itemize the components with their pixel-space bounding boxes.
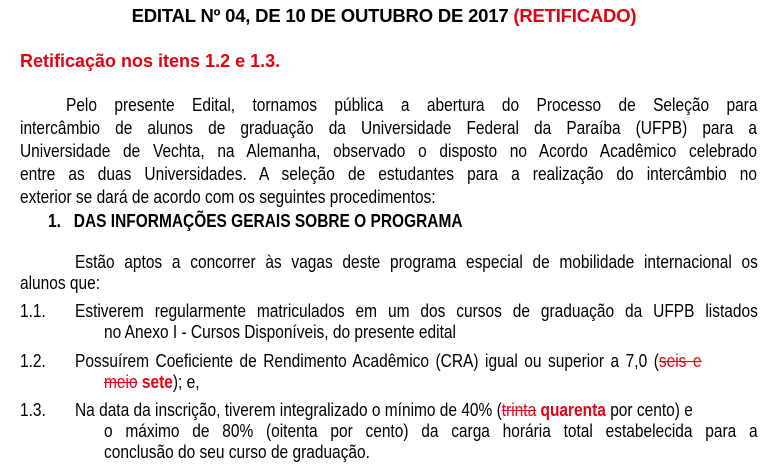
item-line xyxy=(75,399,693,421)
item-line: no Anexo I - Cursos Disponíveis, do presente edital xyxy=(104,322,456,342)
item-line xyxy=(104,371,200,393)
intro-line: intercâmbio de alunos de graduação da Universidade Federal da Paraíba (UFPB) para a xyxy=(20,118,758,138)
item-text: Possuírem Coeficiente de Rendimento Acadêmico (CRA) igual ou superior a 7,0 ( xyxy=(75,351,659,371)
item-number: 1.2. xyxy=(20,351,46,371)
amended-text: quarenta xyxy=(540,400,606,420)
document-title xyxy=(0,5,768,27)
item-line: Estiverem regularmente matriculados em um dos cursos de graduação da UFPB listados xyxy=(75,301,758,321)
struck-text: seis e xyxy=(658,351,702,371)
item-number: 1.1. xyxy=(20,301,46,321)
intro-line: entre as duas Universidades. A seleção de estudantes para a realização do intercâmbio no xyxy=(20,164,758,184)
intro-line: exterior se dará de acordo com os seguintes procedimentos: xyxy=(20,187,436,207)
item-number: 1.3. xyxy=(20,400,46,420)
intro-line: Universidade de Vechta, na Alemanha, observado o disposto no Acordo Acadêmico celebrado xyxy=(20,141,758,161)
section-number: 1. xyxy=(48,211,61,231)
title-flag: (RETIFICADO) xyxy=(513,5,637,26)
struck-text: trinta xyxy=(501,400,537,420)
item-text: ); e, xyxy=(172,372,200,392)
section-title: DAS INFORMAÇÕES GERAIS SOBRE O PROGRAMA xyxy=(73,211,463,231)
item-text: Na data da inscrição, tiverem integralizado o mínimo de 40% ( xyxy=(75,400,502,420)
intro-line: Pelo presente Edital, tornamos pública a abertura do Processo de Seleção para xyxy=(66,95,758,115)
item-text: por cento) e xyxy=(605,400,693,420)
section-intro-line: alunos que: xyxy=(20,273,101,293)
item-line xyxy=(75,350,702,372)
item-line: conclusão do seu curso de graduação. xyxy=(104,442,370,462)
struck-text: meio xyxy=(104,372,138,392)
title-main: EDITAL Nº 04, DE 10 DE OUTUBRO DE 2017 xyxy=(131,5,514,26)
rectification-note: Retificação nos itens 1.2 e 1.3. xyxy=(20,51,281,71)
amended-text: sete xyxy=(141,372,173,392)
item-line: o máximo de 80% (oitenta por cento) da carga horária total estabelecida para a xyxy=(104,421,758,441)
section-intro-line: Estão aptos a concorrer às vagas deste programa especial de mobilidade internacional os xyxy=(75,252,758,272)
section-heading xyxy=(48,211,463,232)
